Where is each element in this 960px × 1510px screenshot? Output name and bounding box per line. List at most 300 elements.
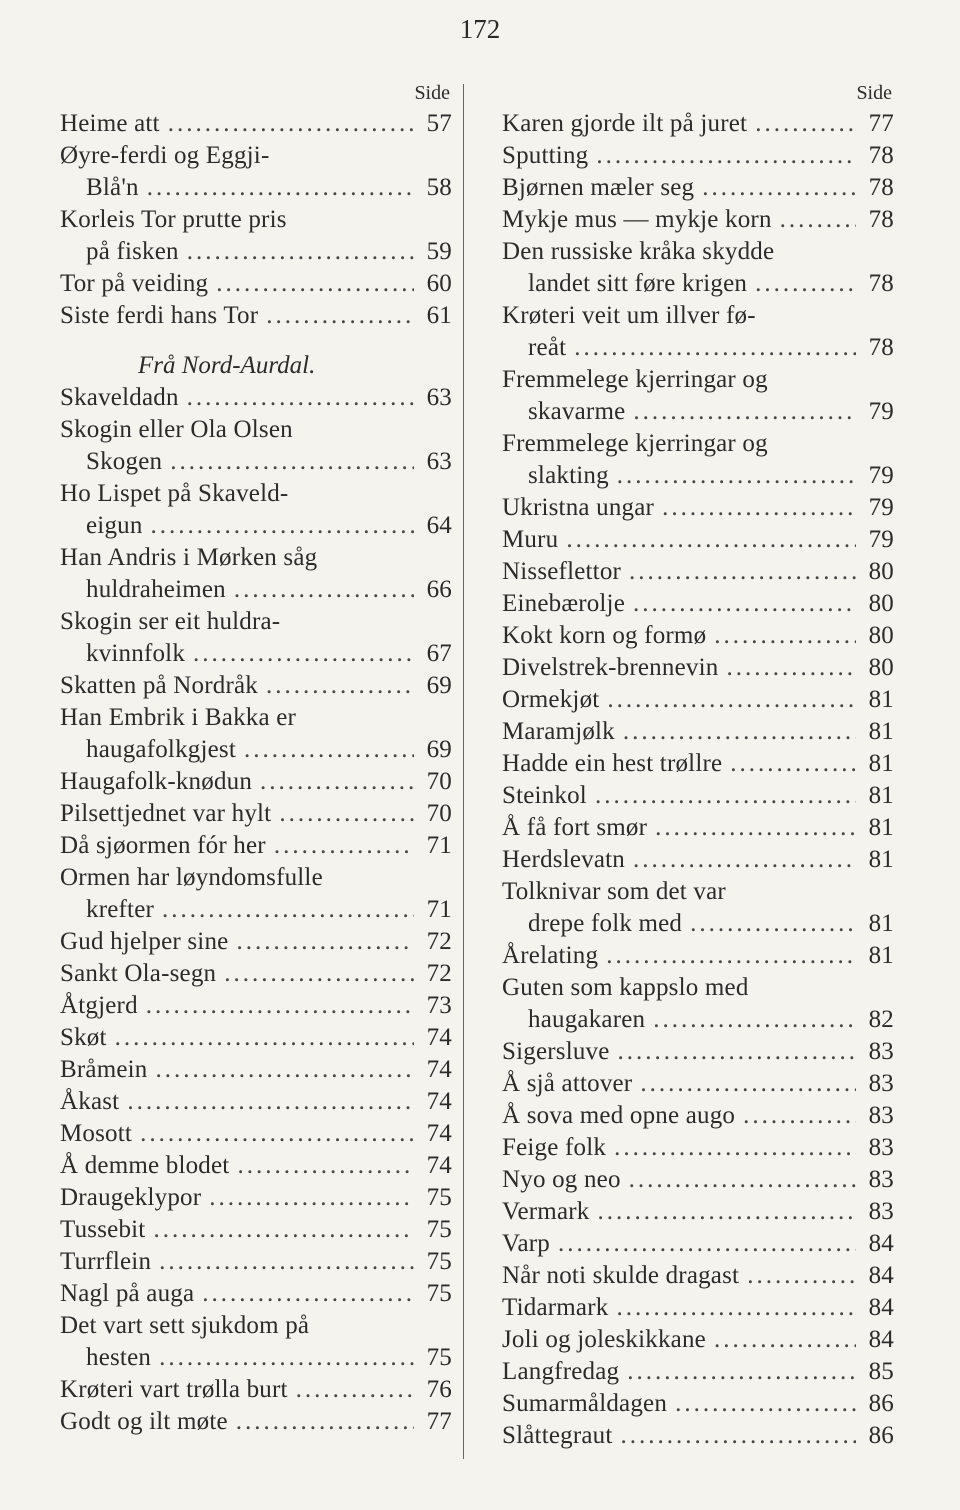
toc-entry-title: Pilsettjednet var hylt (60, 800, 272, 827)
toc-entry-line (60, 236, 452, 268)
section-heading: Frå Nord-Aurdal. (138, 352, 316, 379)
toc-entry-page: 81 (868, 718, 894, 745)
dot-leader (159, 1246, 414, 1278)
toc-entry-title: Fremmelege kjerringar og (502, 366, 768, 393)
toc-entry-page: 80 (868, 558, 894, 585)
toc-entry-line (502, 940, 894, 972)
dot-leader (755, 108, 856, 140)
toc-entry-title: Å sova med opne augo (502, 1102, 736, 1129)
toc-entry-title: huldraheimen (86, 576, 226, 603)
toc-entry (60, 766, 452, 798)
toc-entry-page: 83 (868, 1102, 894, 1129)
toc-entry-line (60, 1278, 452, 1310)
toc-entry-title: Kokt korn og formø (502, 622, 707, 649)
toc-entry-page: 71 (426, 896, 452, 923)
dot-leader (714, 1324, 856, 1356)
toc-entry (60, 862, 452, 926)
toc-entry-line (502, 268, 894, 300)
toc-entry (502, 1388, 894, 1420)
dot-leader (216, 268, 414, 300)
toc-entry-title: Tussebit (60, 1216, 146, 1243)
toc-entry-title: Vermark (502, 1198, 590, 1225)
toc-entry-page: 76 (426, 1376, 452, 1403)
toc-entry-line (60, 1182, 452, 1214)
toc-entry-page: 83 (868, 1134, 894, 1161)
toc-entry-title: Krøteri vart trølla burt (60, 1376, 288, 1403)
toc-entry (60, 990, 452, 1022)
toc-entry (502, 1260, 894, 1292)
dot-leader (209, 1182, 414, 1214)
toc-entry-title: Skaveldadn (60, 384, 179, 411)
toc-entry-title: Årelating (502, 942, 599, 969)
toc-entry-line (502, 332, 894, 364)
toc-entry-line (502, 1164, 894, 1196)
toc-entry-page: 77 (868, 110, 894, 137)
toc-entry-title: Han Andris i Mørken såg (60, 544, 318, 571)
toc-entry-title: Ormen har løyndomsfulle (60, 864, 323, 891)
toc-entry (60, 542, 452, 606)
toc-entry-line (502, 1388, 894, 1420)
toc-entry-title: Langfredag (502, 1358, 620, 1385)
toc-entry-line (502, 396, 894, 428)
dot-leader (655, 812, 856, 844)
toc-entry-page: 73 (426, 992, 452, 1019)
toc-entry (502, 524, 894, 556)
toc-entry (502, 748, 894, 780)
toc-entry-line (502, 1420, 894, 1452)
toc-entry-page: 75 (426, 1280, 452, 1307)
toc-entry (502, 556, 894, 588)
dot-leader (296, 1374, 414, 1406)
toc-entry-line (502, 1196, 894, 1228)
toc-entry-line (502, 204, 894, 236)
toc-entry (60, 702, 452, 766)
toc-entry-line (60, 478, 452, 510)
toc-entry (60, 926, 452, 958)
toc-column-right (502, 78, 894, 1452)
toc-entry-page: 74 (426, 1024, 452, 1051)
toc-entries-left (60, 108, 452, 1438)
toc-entry (502, 1228, 894, 1260)
dot-leader (244, 734, 414, 766)
dot-leader (266, 300, 414, 332)
toc-entry-line (502, 748, 894, 780)
toc-entry (60, 798, 452, 830)
toc-entry-line (60, 574, 452, 606)
toc-entry-line (502, 460, 894, 492)
toc-entry-title: Ukristna ungar (502, 494, 655, 521)
toc-entry-page: 72 (426, 960, 452, 987)
toc-entry-page: 81 (868, 750, 894, 777)
dot-leader (162, 894, 414, 926)
toc-entry-line (502, 812, 894, 844)
toc-entry (502, 844, 894, 876)
toc-entry-title: Når noti skulde dragast (502, 1262, 740, 1289)
toc-entry-page: 86 (868, 1422, 894, 1449)
toc-entry-title: Divelstrek-brennevin (502, 654, 719, 681)
dot-leader (633, 396, 856, 428)
toc-entry (502, 300, 894, 364)
toc-entry-title: Bjørnen mæler seg (502, 174, 695, 201)
toc-entry-title: Fremmelege kjerringar og (502, 430, 768, 457)
toc-entry-title: krefter (86, 896, 155, 923)
dot-leader (566, 524, 856, 556)
toc-entry (60, 670, 452, 702)
toc-entry-line (502, 1292, 894, 1324)
page-number: 172 (459, 14, 501, 44)
toc-entry-line (502, 1068, 894, 1100)
toc-entry-title: Karen gjorde ilt på juret (502, 110, 748, 137)
toc-entry (502, 1292, 894, 1324)
toc-entry-line (60, 1118, 452, 1150)
toc-entry (502, 588, 894, 620)
toc-entry-title: Maramjølk (502, 718, 615, 745)
dot-leader (237, 1150, 414, 1182)
toc-entry-title: Muru (502, 526, 559, 553)
toc-entry (502, 236, 894, 300)
toc-entry-page: 71 (426, 832, 452, 859)
toc-entry-line (60, 766, 452, 798)
toc-entry-line (60, 830, 452, 862)
toc-entry-line (502, 1228, 894, 1260)
toc-entry-line (502, 492, 894, 524)
toc-entry-title: Skogin eller Ola Olsen (60, 416, 293, 443)
toc-entry-line (502, 716, 894, 748)
toc-entry-title: Herdslevatn (502, 846, 625, 873)
toc-entry-line (60, 1150, 452, 1182)
toc-entry-title: Einebærolje (502, 590, 626, 617)
toc-entry-page: 70 (426, 800, 452, 827)
toc-entry-page: 70 (426, 768, 452, 795)
dot-leader (266, 670, 414, 702)
toc-entry (502, 1196, 894, 1228)
dot-leader (730, 748, 856, 780)
toc-entry (502, 1164, 894, 1196)
toc-entry-title: Sputting (502, 142, 589, 169)
toc-entry-page: 84 (868, 1294, 894, 1321)
toc-entry-title: Slåttegraut (502, 1422, 613, 1449)
toc-entry-line (502, 652, 894, 684)
toc-entry-page: 67 (426, 640, 452, 667)
toc-entry-line (60, 670, 452, 702)
toc-entry-title: Skogin ser eit huldra- (60, 608, 281, 635)
toc-entry-line (502, 556, 894, 588)
toc-entry (502, 620, 894, 652)
dot-leader (743, 1100, 856, 1132)
toc-entry-page: 82 (868, 1006, 894, 1033)
toc-entry-line (60, 204, 452, 236)
toc-entry-page: 60 (426, 270, 452, 297)
toc-entry-line (60, 702, 452, 734)
toc-entry-title: kvinnfolk (86, 640, 186, 667)
toc-entry-title: Mykje mus — mykje korn (502, 206, 772, 233)
toc-entry-page: 59 (426, 238, 452, 265)
toc-entry-title: Då sjøormen fór her (60, 832, 266, 859)
toc-entry-title: Varp (502, 1230, 551, 1257)
toc-entry-page: 79 (868, 494, 894, 521)
dot-leader (675, 1388, 856, 1420)
toc-entry-line (60, 798, 452, 830)
dot-leader (747, 1260, 856, 1292)
dot-leader (640, 1068, 856, 1100)
toc-entry-line (60, 1342, 452, 1374)
toc-entry (60, 1054, 452, 1086)
toc-entry (502, 652, 894, 684)
toc-entry-title: Feige folk (502, 1134, 607, 1161)
dot-leader (153, 1214, 414, 1246)
dot-leader (558, 1228, 856, 1260)
toc-entry-title: Tidarmark (502, 1294, 609, 1321)
toc-entry (502, 1356, 894, 1388)
dot-leader (653, 1004, 856, 1036)
toc-entry-line (60, 172, 452, 204)
toc-entry-title: Han Embrik i Bakka er (60, 704, 297, 731)
toc-entry-page: 78 (868, 206, 894, 233)
toc-entry-line (502, 780, 894, 812)
toc-entry-title: eigun (86, 512, 143, 539)
toc-entry-line (502, 620, 894, 652)
toc-entry-title: Sumarmåldagen (502, 1390, 668, 1417)
column-heading-side: Side (414, 82, 450, 104)
dot-leader (633, 588, 856, 620)
dot-leader (574, 332, 856, 364)
toc-entry-line (502, 1100, 894, 1132)
toc-entry (60, 1374, 452, 1406)
dot-leader (596, 140, 856, 172)
toc-entry-line (502, 428, 894, 460)
toc-entry-title: Mosott (60, 1120, 133, 1147)
toc-entry-line (60, 1374, 452, 1406)
toc-entry-line (60, 990, 452, 1022)
toc-entry-line (60, 140, 452, 172)
toc-entry-title: reåt (528, 334, 567, 361)
toc-entry-title: på fisken (86, 238, 179, 265)
toc-entry-title: Korleis Tor prutte pris (60, 206, 287, 233)
toc-entry-title: Sankt Ola-segn (60, 960, 217, 987)
toc-entry-line (502, 364, 894, 396)
dot-leader (633, 844, 856, 876)
dot-leader (597, 1196, 856, 1228)
toc-entry-page: 74 (426, 1056, 452, 1083)
toc-entry-page: 86 (868, 1390, 894, 1417)
toc-entry-title: Åkast (60, 1088, 120, 1115)
toc-entry (502, 684, 894, 716)
toc-entry (502, 940, 894, 972)
toc-entry (502, 1068, 894, 1100)
toc-entry-line (60, 958, 452, 990)
toc-entry (502, 1132, 894, 1164)
toc-entry (502, 172, 894, 204)
toc-entry-page: 74 (426, 1152, 452, 1179)
toc-entry-page: 81 (868, 782, 894, 809)
toc-entry-title: Det vart sett sjukdom på (60, 1312, 310, 1339)
toc-entry-line (60, 1406, 452, 1438)
toc-entry-title: Bråmein (60, 1056, 148, 1083)
toc-entry (60, 1118, 452, 1150)
toc-entry-page: 83 (868, 1070, 894, 1097)
toc-entry-title: landet sitt føre krigen (528, 270, 748, 297)
toc-entry-line (60, 1310, 452, 1342)
toc-entry-title: Ormekjøt (502, 686, 600, 713)
toc-entry-page: 66 (426, 576, 452, 603)
toc-entry-line (502, 1132, 894, 1164)
toc-entry-page: 75 (426, 1248, 452, 1275)
toc-entry-line (60, 1086, 452, 1118)
dot-leader (662, 492, 856, 524)
dot-leader (617, 460, 856, 492)
toc-entry (60, 1022, 452, 1054)
toc-entry (502, 876, 894, 940)
toc-entry-line (60, 510, 452, 542)
toc-entry-title: Godt og ilt møte (60, 1408, 228, 1435)
dot-leader (623, 716, 856, 748)
toc-entry-title: Turrflein (60, 1248, 152, 1275)
toc-entry-title: Skøt (60, 1024, 107, 1051)
toc-entry-line (60, 1022, 452, 1054)
toc-entry (60, 958, 452, 990)
toc-entry-page: 61 (426, 302, 452, 329)
toc-entry-title: haugafolkgjest (86, 736, 236, 763)
toc-entries-right (502, 108, 894, 1452)
toc-entry (60, 1150, 452, 1182)
dot-leader (279, 798, 414, 830)
toc-entry (502, 1036, 894, 1068)
toc-entry-line (60, 414, 452, 446)
toc-entry-line (502, 1004, 894, 1036)
toc-entry-line (502, 236, 894, 268)
toc-entry-page: 78 (868, 174, 894, 201)
toc-entry-page: 79 (868, 462, 894, 489)
toc-entry-page: 57 (426, 110, 452, 137)
toc-entry-title: Haugafolk-knødun (60, 768, 253, 795)
toc-entry-title: Å få fort smør (502, 814, 648, 841)
toc-entry-title: Hadde ein hest trøllre (502, 750, 723, 777)
toc-entry-title: Guten som kappslo med (502, 974, 749, 1001)
toc-entry-title: Krøteri veit um illver fø- (502, 302, 756, 329)
toc-entry-page: 69 (426, 672, 452, 699)
toc-entry (60, 108, 452, 140)
toc-entry-line (502, 588, 894, 620)
toc-entry-page: 84 (868, 1262, 894, 1289)
toc-entry-page: 72 (426, 928, 452, 955)
toc-entry-line (60, 446, 452, 478)
dot-leader (168, 108, 414, 140)
toc-entry-title: Øyre-ferdi og Eggji- (60, 142, 270, 169)
toc-entry-page: 85 (868, 1358, 894, 1385)
toc-entry-title: Åtgjerd (60, 992, 138, 1019)
toc-entry-line (60, 734, 452, 766)
toc-entry-title: Heime att (60, 110, 160, 137)
dot-leader (127, 1086, 414, 1118)
toc-entry-line (502, 172, 894, 204)
dot-leader (260, 766, 414, 798)
toc-entry (502, 492, 894, 524)
dot-leader (614, 1132, 856, 1164)
toc-entry-title: Tor på veiding (60, 270, 209, 297)
toc-entry-title: skavarme (528, 398, 626, 425)
dot-leader (187, 382, 414, 414)
dot-leader (621, 1420, 856, 1452)
dot-leader (629, 1164, 856, 1196)
toc-entry (60, 414, 452, 478)
toc-entry-line (502, 1356, 894, 1388)
toc-entry (60, 1086, 452, 1118)
dot-leader (151, 510, 414, 542)
toc-entry-page: 77 (426, 1408, 452, 1435)
toc-entry-page: 58 (426, 174, 452, 201)
toc-entry-title: Nisseflettor (502, 558, 622, 585)
dot-leader (170, 446, 414, 478)
toc-entry (60, 606, 452, 670)
toc-entry (502, 108, 894, 140)
toc-entry-line (502, 908, 894, 940)
toc-entry (60, 140, 452, 204)
toc-entry-page: 84 (868, 1326, 894, 1353)
dot-leader (236, 1406, 414, 1438)
toc-entry (502, 428, 894, 492)
toc-entry-line (502, 684, 894, 716)
toc-entry-page: 81 (868, 942, 894, 969)
toc-entry (502, 204, 894, 236)
dot-leader (202, 1278, 414, 1310)
dot-leader (140, 1118, 414, 1150)
dot-leader (115, 1022, 414, 1054)
toc-entry-title: Den russiske kråka skydde (502, 238, 775, 265)
toc-entry-line (502, 140, 894, 172)
toc-entry (60, 830, 452, 862)
toc-entry-line (502, 524, 894, 556)
dot-leader (629, 556, 856, 588)
dot-leader (616, 1292, 856, 1324)
dot-leader (726, 652, 856, 684)
toc-entry-page: 78 (868, 334, 894, 361)
toc-entry-page: 63 (426, 448, 452, 475)
toc-entry-page: 63 (426, 384, 452, 411)
toc-entry-line (502, 108, 894, 140)
toc-entry (502, 140, 894, 172)
toc-entry-page: 83 (868, 1166, 894, 1193)
dot-leader (155, 1054, 414, 1086)
toc-entry-line (502, 844, 894, 876)
dot-leader (618, 1036, 856, 1068)
toc-entry-page: 79 (868, 398, 894, 425)
toc-entry (502, 972, 894, 1036)
toc-entry-line (502, 876, 894, 908)
toc-entry-title: Draugeklypor (60, 1184, 202, 1211)
dot-leader (607, 684, 856, 716)
toc-entry-line (502, 972, 894, 1004)
toc-entry (60, 1278, 452, 1310)
toc-entry-line (60, 638, 452, 670)
dot-leader (187, 236, 414, 268)
toc-entry (502, 812, 894, 844)
toc-entry-page: 80 (868, 654, 894, 681)
dot-leader (702, 172, 856, 204)
dot-leader (755, 268, 856, 300)
toc-entry-page: 81 (868, 686, 894, 713)
dot-leader (193, 638, 414, 670)
toc-entry (60, 204, 452, 268)
toc-entry-page: 78 (868, 270, 894, 297)
toc-entry-title: Gud hjelper sine (60, 928, 229, 955)
toc-entry-line (60, 606, 452, 638)
toc-entry-title: Å sjå attover (502, 1070, 633, 1097)
toc-entry-line (502, 1036, 894, 1068)
toc-entry (60, 300, 452, 332)
toc-entry-title: Sigersluve (502, 1038, 610, 1065)
dot-leader (159, 1342, 414, 1374)
toc-entry-page: 74 (426, 1088, 452, 1115)
